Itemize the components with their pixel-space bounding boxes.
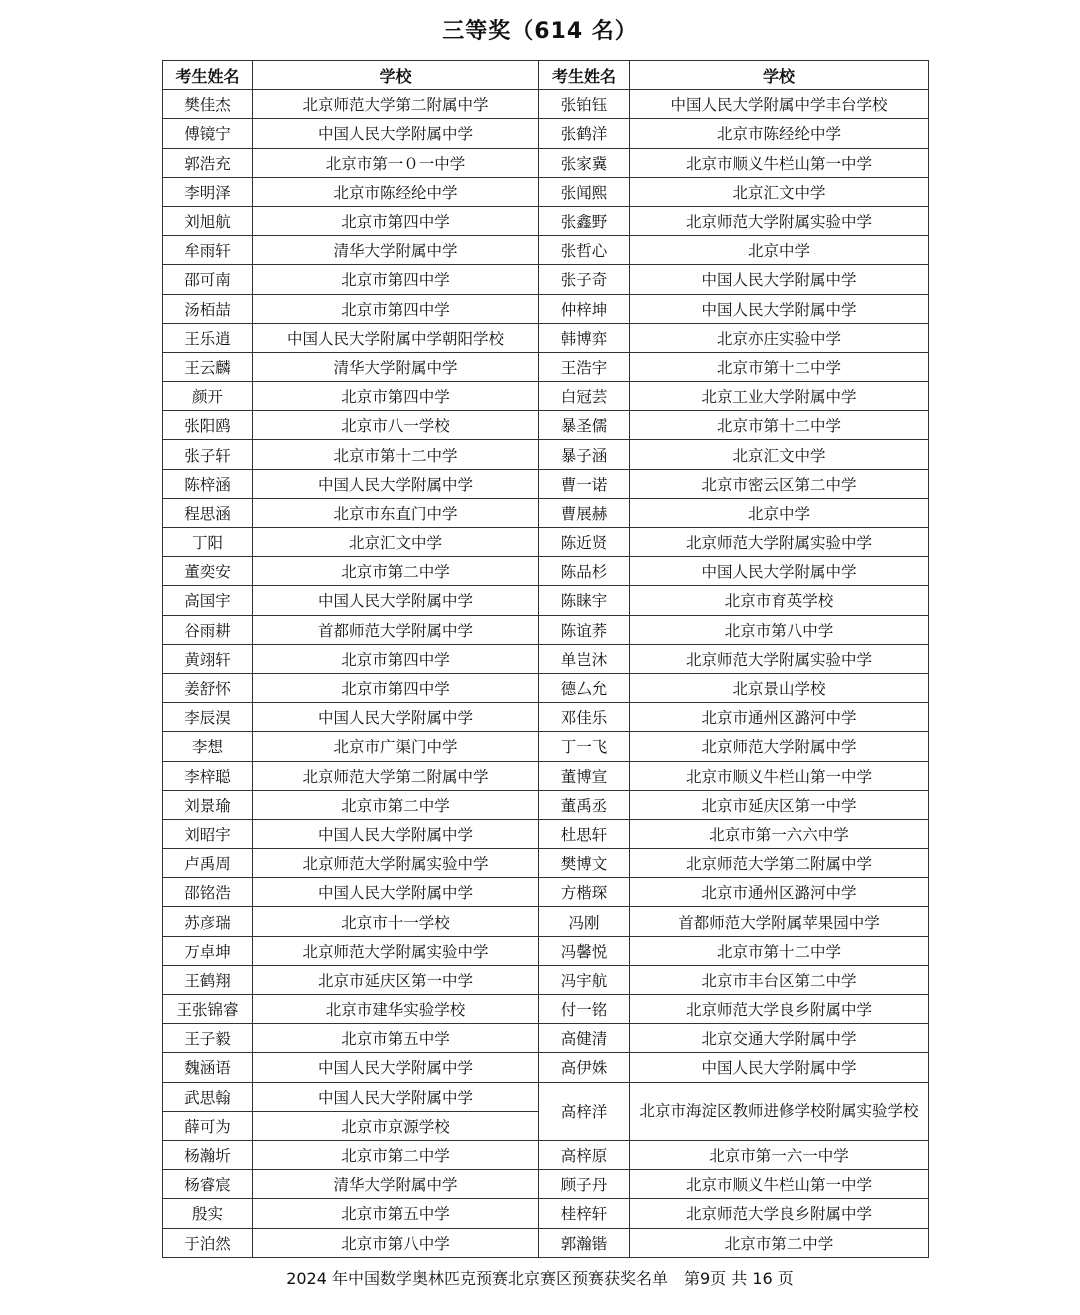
table-row [163, 265, 929, 294]
student-name: 桂梓轩 [539, 1199, 630, 1228]
student-name: 单岂沐 [539, 644, 630, 673]
student-name: 董博宣 [539, 761, 630, 790]
table-row [163, 819, 929, 848]
student-name: 武思翰 [163, 1082, 253, 1111]
school-name: 北京汇文中学 [253, 528, 539, 557]
table-row [163, 498, 929, 527]
school-name: 首都师范大学附属中学 [253, 615, 539, 644]
student-name: 冯馨悦 [539, 936, 630, 965]
header-school-left: 学校 [253, 61, 539, 90]
table-row [163, 644, 929, 673]
table-row [163, 1199, 929, 1228]
school-name: 北京师范大学良乡附属中学 [630, 995, 929, 1024]
student-name: 张鑫野 [539, 206, 630, 235]
school-name: 北京市育英学校 [630, 586, 929, 615]
header-row [163, 61, 929, 90]
student-name: 李梓聪 [163, 761, 253, 790]
school-name: 北京景山学校 [630, 673, 929, 702]
page-footer: 2024 年中国数学奥林匹克预赛北京赛区预赛获奖名单 第9页 共 16 页 [286, 1269, 794, 1288]
school-name: 北京师范大学附属实验中学 [630, 644, 929, 673]
student-name: 暴子涵 [539, 440, 630, 469]
school-name: 北京市东直门中学 [253, 498, 539, 527]
school-name: 北京市密云区第二中学 [630, 469, 929, 498]
school-name: 中国人民大学附属中学 [253, 1082, 539, 1111]
school-name: 中国人民大学附属中学 [253, 1053, 539, 1082]
table-row [163, 119, 929, 148]
school-name: 北京市第二中学 [253, 790, 539, 819]
school-name: 中国人民大学附属中学 [630, 557, 929, 586]
school-name: 北京市第一六一中学 [630, 1140, 929, 1169]
table-row [163, 878, 929, 907]
table-row [163, 1228, 929, 1257]
school-name: 中国人民大学附属中学 [253, 586, 539, 615]
school-name: 北京市延庆区第一中学 [253, 965, 539, 994]
student-name: 王张锦睿 [163, 995, 253, 1024]
school-name: 北京市第十二中学 [253, 440, 539, 469]
table-row [163, 206, 929, 235]
header-name-left: 考生姓名 [163, 61, 253, 90]
student-name: 张子轩 [163, 440, 253, 469]
table-row [163, 557, 929, 586]
school-name: 北京市第十二中学 [630, 936, 929, 965]
student-name: 德厶允 [539, 673, 630, 702]
student-name: 高健清 [539, 1024, 630, 1053]
school-name: 清华大学附属中学 [253, 236, 539, 265]
student-name: 白冠芸 [539, 382, 630, 411]
school-name: 北京师范大学第二附属中学 [253, 761, 539, 790]
table-row [163, 352, 929, 381]
student-name: 程思涵 [163, 498, 253, 527]
school-name: 清华大学附属中学 [253, 1170, 539, 1199]
student-name: 暴圣儒 [539, 411, 630, 440]
student-name: 刘昭宇 [163, 819, 253, 848]
student-name: 丁阳 [163, 528, 253, 557]
school-name: 北京亦庄实验中学 [630, 323, 929, 352]
school-name: 北京交通大学附属中学 [630, 1024, 929, 1053]
student-name: 颜开 [163, 382, 253, 411]
student-name: 张闻熙 [539, 177, 630, 206]
school-name: 中国人民大学附属中学 [630, 294, 929, 323]
school-name: 中国人民大学附属中学 [253, 469, 539, 498]
student-name: 谷雨耕 [163, 615, 253, 644]
school-name: 中国人民大学附属中学 [253, 119, 539, 148]
table-row [163, 936, 929, 965]
student-name: 郭浩充 [163, 148, 253, 177]
student-name: 陈梓涵 [163, 469, 253, 498]
student-name: 王浩宇 [539, 352, 630, 381]
school-name: 北京市第四中学 [253, 294, 539, 323]
school-name: 北京师范大学附属中学 [630, 732, 929, 761]
student-name: 董奕安 [163, 557, 253, 586]
school-name: 北京市第八中学 [253, 1228, 539, 1257]
student-name: 樊佳杰 [163, 90, 253, 119]
table-row [163, 965, 929, 994]
student-name: 曹一诺 [539, 469, 630, 498]
header-school-right: 学校 [630, 61, 929, 90]
student-name: 姜舒怀 [163, 673, 253, 702]
school-name: 北京市第四中学 [253, 644, 539, 673]
school-name: 北京市第二中学 [253, 557, 539, 586]
school-name: 清华大学附属中学 [253, 352, 539, 381]
table-row [163, 382, 929, 411]
school-name: 北京市第二中学 [253, 1140, 539, 1169]
table-row [163, 236, 929, 265]
student-name: 顾子丹 [539, 1170, 630, 1199]
school-name: 北京市丰台区第二中学 [630, 965, 929, 994]
student-name: 薛可为 [163, 1111, 253, 1140]
student-name: 仲梓坤 [539, 294, 630, 323]
student-name: 董禹丞 [539, 790, 630, 819]
table-row [163, 1053, 929, 1082]
student-name: 高伊姝 [539, 1053, 630, 1082]
award-table [162, 60, 929, 1258]
school-name: 北京市通州区潞河中学 [630, 878, 929, 907]
student-name: 陈谊荞 [539, 615, 630, 644]
table-row [163, 849, 929, 878]
school-name: 北京市广渠门中学 [253, 732, 539, 761]
school-name: 北京市第五中学 [253, 1024, 539, 1053]
table-row [163, 615, 929, 644]
student-name: 刘旭航 [163, 206, 253, 235]
school-name: 北京师范大学附属实验中学 [630, 206, 929, 235]
table-row [163, 528, 929, 557]
school-name: 北京市京源学校 [253, 1111, 539, 1140]
student-name: 杨睿宸 [163, 1170, 253, 1199]
school-name: 北京市第一六六中学 [630, 819, 929, 848]
table-row [163, 90, 929, 119]
student-name: 方楷琛 [539, 878, 630, 907]
school-name: 北京市陈经纶中学 [630, 119, 929, 148]
school-name: 北京汇文中学 [630, 440, 929, 469]
student-name: 张铂钰 [539, 90, 630, 119]
school-name: 北京中学 [630, 498, 929, 527]
school-name: 中国人民大学附属中学 [630, 265, 929, 294]
table-row [163, 1170, 929, 1199]
table-row [163, 673, 929, 702]
table-row [163, 148, 929, 177]
table-row [163, 1082, 929, 1111]
student-name: 杨瀚圻 [163, 1140, 253, 1169]
school-name: 北京市第四中学 [253, 206, 539, 235]
school-name: 北京市第五中学 [253, 1199, 539, 1228]
table-row [163, 1024, 929, 1053]
header-name-right: 考生姓名 [539, 61, 630, 90]
school-name: 北京师范大学附属实验中学 [630, 528, 929, 557]
school-name: 北京市八一学校 [253, 411, 539, 440]
student-name: 陈睐宇 [539, 586, 630, 615]
school-name: 中国人民大学附属中学 [253, 703, 539, 732]
school-name: 北京市顺义牛栏山第一中学 [630, 148, 929, 177]
table-body [163, 90, 929, 1258]
student-name: 张哲心 [539, 236, 630, 265]
school-name: 北京师范大学第二附属中学 [630, 849, 929, 878]
table-row [163, 1140, 929, 1169]
table-row [163, 761, 929, 790]
school-name: 中国人民大学附属中学丰台学校 [630, 90, 929, 119]
student-name: 付一铭 [539, 995, 630, 1024]
student-name: 陈近贤 [539, 528, 630, 557]
student-name: 丁一飞 [539, 732, 630, 761]
student-name: 高国宇 [163, 586, 253, 615]
student-name: 傅镜宁 [163, 119, 253, 148]
student-name: 邵铭浩 [163, 878, 253, 907]
table-row [163, 411, 929, 440]
student-name: 于泊然 [163, 1228, 253, 1257]
student-name: 郭瀚锴 [539, 1228, 630, 1257]
school-name: 中国人民大学附属中学 [253, 819, 539, 848]
school-name: 中国人民大学附属中学朝阳学校 [253, 323, 539, 352]
school-name: 中国人民大学附属中学 [253, 878, 539, 907]
school-name: 北京中学 [630, 236, 929, 265]
school-name: 北京市第四中学 [253, 382, 539, 411]
page-title: 三等奖（614 名） [442, 19, 638, 44]
student-name: 苏彦瑞 [163, 907, 253, 936]
student-name: 汤栢喆 [163, 294, 253, 323]
student-name: 黄翊轩 [163, 644, 253, 673]
table-row [163, 469, 929, 498]
student-name: 樊博文 [539, 849, 630, 878]
school-name: 北京市顺义牛栏山第一中学 [630, 1170, 929, 1199]
table-row [163, 586, 929, 615]
student-name: 杜思轩 [539, 819, 630, 848]
table-row [163, 790, 929, 819]
table-row [163, 732, 929, 761]
student-name: 陈品杉 [539, 557, 630, 586]
student-name: 万卓坤 [163, 936, 253, 965]
school-name: 北京市第十二中学 [630, 411, 929, 440]
student-name: 李明泽 [163, 177, 253, 206]
table-row [163, 177, 929, 206]
table-row [163, 440, 929, 469]
student-name: 邵可南 [163, 265, 253, 294]
student-name: 曹展赫 [539, 498, 630, 527]
school-name: 北京市陈经纶中学 [253, 177, 539, 206]
school-name: 北京市第一０一中学 [253, 148, 539, 177]
table-row [163, 294, 929, 323]
student-name: 王云麟 [163, 352, 253, 381]
student-name: 高梓洋 [539, 1082, 630, 1140]
student-name: 王子毅 [163, 1024, 253, 1053]
school-name: 北京师范大学附属实验中学 [253, 849, 539, 878]
school-name: 北京师范大学良乡附属中学 [630, 1199, 929, 1228]
student-name: 殷实 [163, 1199, 253, 1228]
school-name: 首都师范大学附属苹果园中学 [630, 907, 929, 936]
school-name: 北京师范大学第二附属中学 [253, 90, 539, 119]
table-row [163, 703, 929, 732]
school-name: 中国人民大学附属中学 [630, 1053, 929, 1082]
school-name: 北京市通州区潞河中学 [630, 703, 929, 732]
student-name: 邓佳乐 [539, 703, 630, 732]
student-name: 刘景瑜 [163, 790, 253, 819]
student-name: 韩博弈 [539, 323, 630, 352]
table-row [163, 995, 929, 1024]
school-name: 北京市第八中学 [630, 615, 929, 644]
student-name: 张子奇 [539, 265, 630, 294]
table-row [163, 907, 929, 936]
school-name: 北京市延庆区第一中学 [630, 790, 929, 819]
student-name: 魏涵语 [163, 1053, 253, 1082]
school-name: 北京师范大学附属实验中学 [253, 936, 539, 965]
student-name: 王鹤翔 [163, 965, 253, 994]
school-name: 北京市第四中学 [253, 673, 539, 702]
school-name: 北京工业大学附属中学 [630, 382, 929, 411]
student-name: 王乐逍 [163, 323, 253, 352]
school-name: 北京市建华实验学校 [253, 995, 539, 1024]
school-name: 北京汇文中学 [630, 177, 929, 206]
school-name: 北京市第二中学 [630, 1228, 929, 1257]
school-name: 北京市第十二中学 [630, 352, 929, 381]
student-name: 冯宇航 [539, 965, 630, 994]
student-name: 张鹤洋 [539, 119, 630, 148]
student-name: 张家冀 [539, 148, 630, 177]
student-name: 卢禹周 [163, 849, 253, 878]
school-name: 北京市十一学校 [253, 907, 539, 936]
student-name: 冯刚 [539, 907, 630, 936]
student-name: 李辰淏 [163, 703, 253, 732]
school-name: 北京市顺义牛栏山第一中学 [630, 761, 929, 790]
school-name: 北京市第四中学 [253, 265, 539, 294]
student-name: 张阳鸥 [163, 411, 253, 440]
table-row [163, 323, 929, 352]
student-name: 牟雨轩 [163, 236, 253, 265]
school-name: 北京市海淀区教师进修学校附属实验学校 [630, 1082, 929, 1140]
student-name: 高梓原 [539, 1140, 630, 1169]
student-name: 李想 [163, 732, 253, 761]
